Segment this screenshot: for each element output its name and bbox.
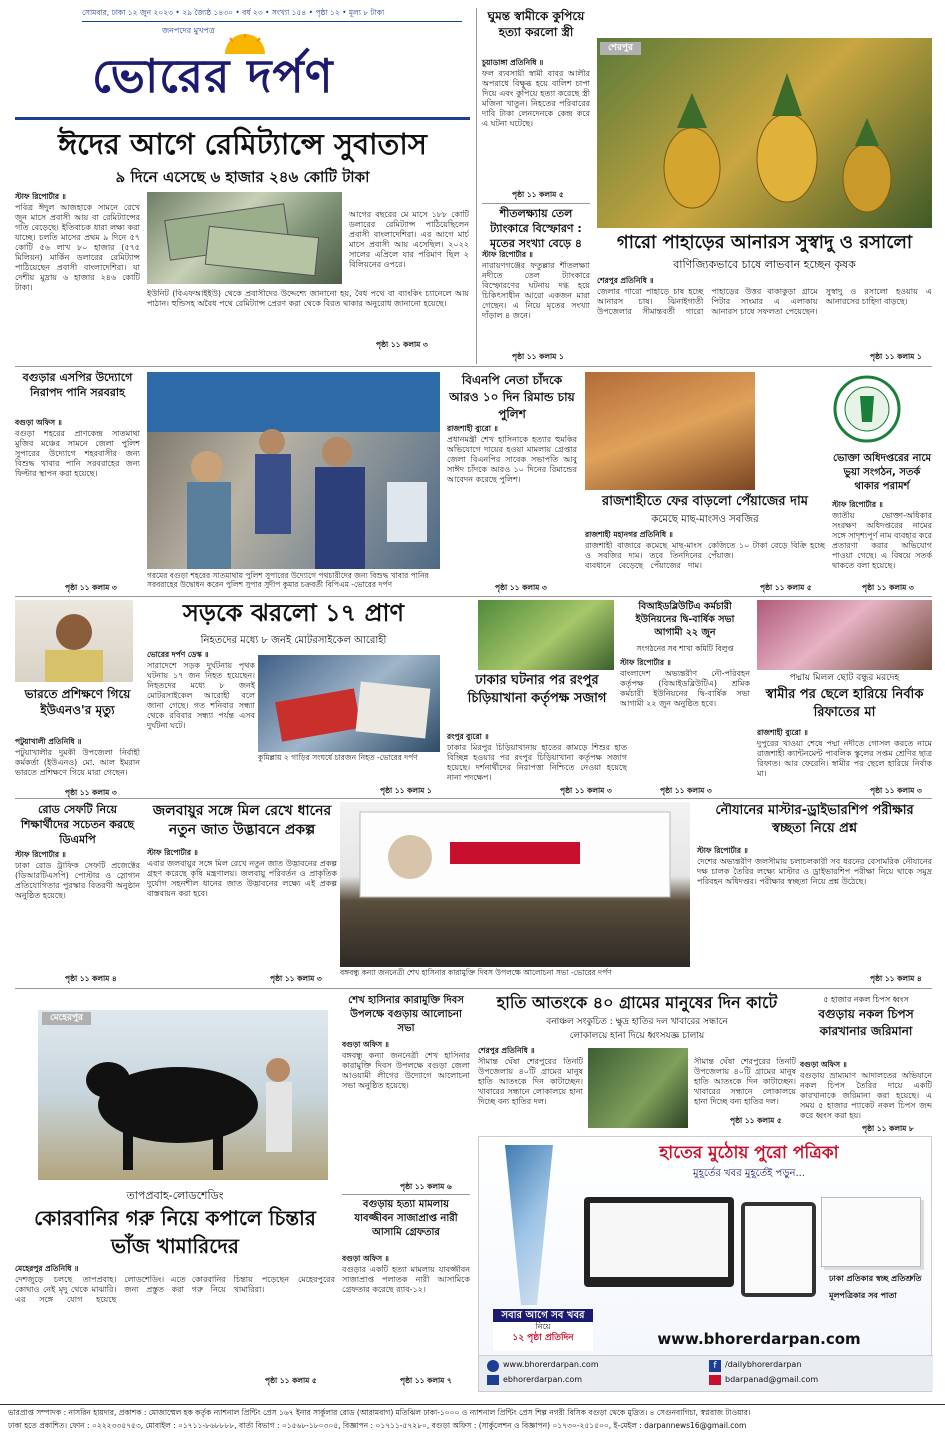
naval-byline: স্টাফ রিপোর্টার ॥ <box>697 846 748 855</box>
elephant-byline: শেরপুর প্রতিনিধি ॥ <box>478 1046 535 1055</box>
onion-photo <box>585 372 755 490</box>
cow-headline: কোরবানির গরু নিয়ে কপালে চিন্তার ভাঁজ খামারিদের <box>34 1206 316 1258</box>
bwdb-jump: পৃষ্ঠা ১১ কলাম ৩ <box>660 786 712 795</box>
bwdb-byline: স্টাফ রিপোর্টার ॥ <box>620 658 671 667</box>
murder-byline: বগুড়া অফিস ॥ <box>342 1254 389 1263</box>
ad-tag-3: ১২ পৃষ্ঠা প্রতিদিন <box>512 1333 574 1343</box>
bnp-headline: বিএনপি নেতা চাঁদকে আরও ১০ দিন রিমান্ড চায় পুলিশ <box>449 373 575 421</box>
bwdb-headline: বিআইডব্লিউটিএ কর্মচারী ইউনিয়নের দ্বি-বার্ষিক সভা আগামী ২২ জুন <box>635 601 735 638</box>
story1-text: ফল ব্যবসায়ী স্বামী বাবর আলীর অপরাধে বিক্ষুব্ধ হয়ে বালিশ চাপা দিয়ে এবং কুপিয়ে হত্যা করেছে স্ত্রী মজিনা খাতুন। নিহতের পরিবারের দাবি টাকা লেনদেনকে কেন্দ্র করে এ ঘটনা ঘটেছে। <box>482 69 590 128</box>
ad-laptop <box>584 1197 734 1287</box>
sabha-photo <box>340 802 690 967</box>
lead-col3: ইউনিট (বিএফআইইউ) থেকে প্রবাসীদের উদ্দেশ্যে জানানো হয়, বৈধ পথে বা ব্যাংকিং চ্যানেলে আয় পাঠান। হুন্ডিসহ অবৈধ পথে রেমিট্যান্স প্রেরণ করা থেকে বিরত থাকার অনুরোধ জানানো হয়েছে। <box>147 289 469 308</box>
ad-bullet-1: ঢাকা প্রতিকার স্বচ্ছ প্রতিশ্রুতি <box>829 1274 922 1283</box>
pine-headline: গারো পাহাড়ের আনারস সুস্বাদু ও রসালো <box>616 232 913 253</box>
accident-photo <box>258 655 440 752</box>
onion-headline: রাজশাহীতে ফের বাড়লো পেঁয়াজের দাম <box>602 494 808 509</box>
road-subhead: নিহতদের মধ্যে ৮ জনই মোটরসাইকেল আরোহী <box>200 635 387 646</box>
murder-headline: বগুড়ায় হত্যা মামলায় যাবজ্জীবন সাজাপ্রাপ্ত নারী আসামি গ্রেফতার <box>354 1199 458 1238</box>
lead-col1: পবিত্র ঈদুল আজহাকে সামনে রেখে জুন মাসে প্রবাসী আয় বা রেমিট্যান্সের গতি বেড়েছে। ইতিবাচক ধারা লক্ষ্য করা যাচ্ছে। চলতি মাসের প্রথম ৯ দিনে ৫৭ কোটি ৫৬ লাখ ৮০ হাজার (৫৭৫ মিলিয়ন) মার্কিন ডলারের রেমিট্যান্স পাঠিয়েছেন প্রবাসী বাংলাদেশিরা। যা দেশীয় মুদ্রায় ৬ হাজার ২৪৬ কোটি টাকা। <box>15 203 140 292</box>
onion-text: রাজশাহী বাজারে কমেছে মাছ-মাংস ও সবজির দাম। তবে তিনদিনের ব্যবধানে বেড়েছে পেঁয়াজের দাম। কেজিতে ১০ টাকা বেড়ে বিক্রি হচ্ছে পেঁয়াজ। <box>585 541 825 570</box>
bnp-jump: পৃষ্ঠা ১১ কলাম ৩ <box>495 583 547 592</box>
elephant-subhead1: বনাঞ্চল সংকুচিত : ক্ষুদ্র হাতির দল খাবারের সন্ধানে <box>546 1017 728 1027</box>
water-photo <box>147 372 440 569</box>
cow-kicker: তাপপ্রবাহ-লোডশেডিং <box>126 1189 224 1202</box>
elephant-text-a: সীমান্ত ঘেঁষা শেরপুরের তিনটি উপজেলায় ৪০টি গ্রামের মানুষ হাতি আতংকে দিন কাটাচ্ছেন। খাবারের সন্ধানে লোকালয়ে হানা দিচ্ছে বন্য হাতির দল। <box>478 1057 583 1106</box>
dateline: সোমবার, ঢাকা ১২ জুন ২০২৩ • ২৯ জ্যৈষ্ঠ ১৪৩০ • বর্ষ ২৩ • সংখ্যা ১৫৪ • পৃষ্ঠা ১২ • মূল্য ৮ টাকা <box>82 8 385 17</box>
rice-byline: স্টাফ রিপোর্টার ॥ <box>147 848 198 857</box>
facebook-icon: f <box>709 1360 721 1372</box>
safety-headline: রোড সেফটি নিয়ে শিক্ষার্থীদের সচেতন করছে ডিএমপি <box>20 803 135 846</box>
sabha-caption: বঙ্গবন্ধু কন্যা জননেত্রী শেখ হাসিনার কারামুক্তি দিবস উপলক্ষে আলোচনা সভা -ভোরের দর্পণ <box>340 968 612 977</box>
road-byline: ভোরের দর্পণ ডেস্ক ॥ <box>147 650 209 659</box>
uno-byline: পটুয়াখালী প্রতিনিধি ॥ <box>15 737 82 746</box>
tagline: জনপদের মুখপত্র <box>162 26 215 35</box>
dateline-bar <box>82 8 462 22</box>
road-text: সারাদেশে সড়ক দুর্ঘটনায় পৃথক ঘটনায় ১৭ জন নিহত হয়েছেন। নিহতদের মধ্যে ৮ জনই মোটরসাইকেল আরোহী বলে জানা গেছে। গত শনিবার সন্ধ্যা থেকে রবিবার সন্ধ্যা পর্যন্ত এসব দুর্ঘটনা ঘটে। <box>147 661 255 730</box>
ad-paper-cone <box>489 1145 569 1305</box>
cow-badge: মেহেরপুর <box>42 1012 91 1025</box>
bnp-text: প্রধানমন্ত্রী শেখ হাসিনাকে হত্যার হুমকির অভিযোগে দায়ের হওয়া মামলায় গ্রেপ্তার জেলা বিএনপির সাবেক সভাপতি আবু সাঈদ চাঁদকে আরও ১০ দিনের রিমান্ডের আবেদন করেছে পুলিশ। <box>447 435 577 484</box>
rice-headline: জলবায়ুর সঙ্গে মিল রেখে ধানের নতুন জাত উদ্ভাবনে প্রকল্প <box>152 803 332 838</box>
footer-line2: ঢাকা হতে প্রকাশিত। ফোন : ০২২২৩৩৫৭৫৩, মোবাইল : ০১৭১১-৮৬৮৮৮৮, বার্তা বিভাগ : ০১৫৬৮-১৮০৩০৫, বিজ্ঞাপন : ০১৭১১-৫৭২৮০, বগুড়া অফিস : (সার্কুলেশন ও বিজ্ঞাপন) ০১৭৩০-২৫১৫০০, ই-মেইল : darpannews16@gmail.com <box>8 1421 747 1430</box>
bogura-byline: বগুড়া অফিস ॥ <box>15 418 62 427</box>
naval-jump: পৃষ্ঠা ১১ কলাম ৪ <box>870 974 922 983</box>
ad-web[interactable]: www.bhorerdarpan.com <box>503 1360 599 1369</box>
cow-jump: পৃষ্ঠা ১১ কলাম ৫ <box>265 1376 317 1385</box>
rice-text: এবার জলবায়ুর সঙ্গে মিল রেখে নতুন জাত উদ্ভাবনের প্রকল্প গ্রহণ করেছে কৃষি মন্ত্রণালয়। জলবায়ু পরিবর্তন ও প্রাকৃতিক দুর্যোগ সহনশীল ধানের জাত উদ্ভাবনের লক্ষ্যে এই প্রকল্প বাস্তবায়ন করা হবে। <box>147 859 337 898</box>
gmail-icon <box>709 1375 721 1385</box>
mother-headline: স্বামীর পর ছেলে হারিয়ে নির্বাক রিফাতের মা <box>765 687 924 720</box>
safety-jump: পৃষ্ঠা ১১ কলাম ৪ <box>65 974 117 983</box>
elephant-subhead2: লোকালয়ে হানা দিয়ে ধ্বংসযজ্ঞ চালায় <box>569 1031 705 1041</box>
lead-col2: আগের বছরের মে মাসে ১৮৮ কোটি ডলারের রেমিট্যান্স পাঠিয়েছিলেন প্রবাসী বাংলাদেশিরা। এর আগে মার্চ মাসে প্রবাসী আয় এসেছিল। ২০২২ সালের এপ্রিলে যার পরিমাণ ছিল ২ বিলিয়নের ওপরে। <box>349 210 469 269</box>
uno-jump: পৃষ্ঠা ১১ কলাম ৩ <box>65 788 117 797</box>
footer-line1: ভারপ্রাপ্ত সম্পাদক : নাসরিন হায়দার, প্রকাশক : মোজাম্মেল হক কর্তৃক ন্যাশনাল প্রিন্টিং প্রেস ১৬৭ ইনার সার্কুলার রোড (আরামবাগ) মতিঝিল ঢাকা-১০০০ ও ন্যাশনাল প্রিন্টিং প্রেস শিল্প নগরী বিসিক বগুড়া থেকে মুদ্রিত। ৪ সেগুনবাগিচা, স্বপ্নরাজ টাওয়ার। <box>8 1408 751 1417</box>
mother-text: দুপুরের খাওয়া শেষে পদ্মা নদীতে গোসল করতে নামে রাজশাহী ক্যান্টনমেন্ট পাবলিক স্কুলের সপ্তম শ্রেণির ছাত্র রিফাত। আর ফেরেনি। স্বামীর পর ছেলে হারিয়ে নির্বাক মা। <box>757 739 932 778</box>
zoo-headline: ঢাকার ঘটনার পর রংপুর চিড়িয়াখানা কর্তৃপক্ষ সজাগ <box>467 673 607 706</box>
story2-text: নারায়ণগঞ্জের ফতুল্লার শীতলক্ষ্যা নদীতে তেল ট্যাংকারে বিস্ফোরণের ঘটনায় দগ্ধ হয়ে চিকিৎসাধীন আরো একজন মারা গেছেন। এ নিয়ে মৃতের সংখ্যা দাঁড়াল ৪ জনে। <box>482 261 590 320</box>
column-divider <box>476 8 477 364</box>
ad-email[interactable]: ebhorerdarpan.com <box>503 1375 583 1384</box>
ad-newspaper-stack <box>821 1197 921 1267</box>
story1-headline: ঘুমন্ত স্বামীকে কুপিয়ে হত্যা করলো স্ত্রী <box>487 9 585 39</box>
chips-headline: বগুড়ায় নকল চিপস কারখানার জরিমানা <box>818 1007 914 1038</box>
consumer-jump: পৃষ্ঠা ১১ কলাম ৩ <box>862 583 914 592</box>
story2-byline: স্টাফ রিপোর্টার ॥ <box>482 250 533 259</box>
consumer-text: জাতীয় ভোক্তা-অধিকার সংরক্ষণ অধিদপ্তরের নামের সঙ্গে সাদৃশ্যপূর্ণ নাম ব্যবহার করে প্রতারণা করার অভিযোগ পাওয়া গেছে। এ বিষয়ে সতর্ক থাকতে বলা হয়েছে। <box>832 511 932 570</box>
bogura-text: বগুড়া শহরের প্রাণকেন্দ্র সাতমাথা মুজিব মঞ্চের সামনে জেলা পুলিশ সুপারের উদ্যোগে শহরবাসীর জন্য বিশুদ্ধ খাবার পানি সরবরাহের জন্য ফিল্টার স্থাপন করা হয়েছে। <box>15 429 140 478</box>
ad-tag-box <box>493 1309 593 1351</box>
bnp-byline: রাজশাহী ব্যুরো ॥ <box>447 424 498 433</box>
zoo-byline: রংপুর ব্যুরো ॥ <box>447 732 489 741</box>
mother-jump: পৃষ্ঠা ১১ কলাম ৩ <box>870 786 922 795</box>
chips-kicker: ৫ হাজার নকল চিপস ধ্বংস <box>823 995 909 1004</box>
masthead-title: ভোরের দর্পণ <box>92 49 334 103</box>
globe-icon <box>487 1360 499 1372</box>
story2-headline: শীতলক্ষ্যায় তেল ট্যাংকারে বিস্ফোরণ : মৃতের সংখ্যা বেড়ে ৪ <box>490 207 582 250</box>
chips-byline: বগুড়া অফিস ॥ <box>800 1060 847 1069</box>
ad-fb[interactable]: /dailybhorerdarpan <box>725 1360 802 1369</box>
mother-kicker: পদ্মায় মিলল ছোট বন্ধুর মরদেহ <box>789 673 900 683</box>
consumer-logo-icon <box>832 374 902 444</box>
ad-tablet <box>741 1202 816 1297</box>
mother-photo <box>757 600 932 670</box>
cow-photo <box>38 1010 328 1180</box>
naval-headline: নৌযানের মাস্টার-ড্রাইভারশিপ পরীক্ষার স্বচ্ছতা নিয়ে প্রশ্ন <box>715 803 914 836</box>
road-jump: পৃষ্ঠা ১১ কলাম ১ <box>380 786 432 795</box>
road-headline: সড়কে ঝরলো ১৭ প্রাণ <box>183 599 404 627</box>
consumer-headline: ভোক্তা অধিদপ্তরের নামে ভুয়া সংগঠন, সতর্ক থাকার পরামর্শ <box>832 453 932 492</box>
onion-byline: রাজশাহী মহানগর প্রতিনিধি ॥ <box>585 530 673 539</box>
story1-jump: পৃষ্ঠা ১১ কলাম ৫ <box>512 190 564 199</box>
hasina-jump: পৃষ্ঠা ১১ কলাম ৬ <box>400 1182 452 1191</box>
ad-url[interactable]: www.bhorerdarpan.com <box>657 1330 861 1348</box>
chips-jump: পৃষ্ঠা ১১ কলাম ৮ <box>862 1124 914 1133</box>
accident-caption: কুমিল্লায় ২ গাড়ির সংঘর্ষে চারজন নিহত -ভোরের দর্পণ <box>258 753 418 762</box>
zoo-text: ঢাকার মিরপুর চিড়িয়াখানায় হাতের কামড়ে শিশুর হাত বিচ্ছিন্ন হওয়ার পর রংপুর চিড়িয়াখানা কর্তৃপক্ষ সজাগ হয়েছে। দর্শনার্থীদের নিরাপত্তা নিশ্চিতে নেওয়া হয়েছে নানা পদক্ষেপ। <box>447 743 627 782</box>
pine-byline: শেরপুর প্রতিনিধি ॥ <box>597 276 654 285</box>
onion-subhead: কমেছে মাছ-মাংসও সবজির <box>651 514 759 525</box>
epaper-ad[interactable] <box>478 1136 932 1392</box>
uno-headline: ভারতে প্রশিক্ষণে গিয়ে ইউএনও'র মৃত্যু <box>24 687 131 717</box>
money-photo <box>147 192 342 284</box>
mail-icon <box>487 1375 499 1385</box>
hasina-byline: বগুড়া অফিস ॥ <box>342 1040 389 1049</box>
ad-bullets <box>829 1273 929 1301</box>
water-caption: গরমের বগুড়া শহরের সাতমাথায় পুলিশ সুপারের উদ্যোগে পথচারীদের জন্য বিশুদ্ধ খাবার পানির সরবরাহের উদ্বোধন করেন পুলিশ সুপার সুদীপ কুমার চক্রবর্তী বিপিএম -ভোরের দর্পণ <box>147 571 429 589</box>
elephant-headline: হাতি আতংকে ৪০ গ্রামের মানুষের দিন কাটে <box>496 993 778 1012</box>
ad-bullet-2: মূলপত্রিকার সব পাতা <box>829 1291 897 1300</box>
hasina-headline: শেখ হাসিনার কারামুক্তি দিবস উপলক্ষে বগুড়ায় আলোচনা সভা <box>348 995 464 1034</box>
story1-byline: চুয়াডাঙ্গা প্রতিনিধি ॥ <box>482 58 544 67</box>
bogura-headline: বগুড়ার এসপির উদ্যোগে নিরাপদ পানি সরবরাহ <box>22 371 133 399</box>
ad-headline: হাতের মুঠোয় পুরো পত্রিকা <box>659 1143 839 1163</box>
naval-text: দেশের অভ্যন্তরীণ জলসীমায় চলাচলকারী সব ধরনের বেসামরিক নৌযানের দক্ষ চালক তৈরির লক্ষ্যে মাস্টার ও ড্রাইভারশিপ পরীক্ষা নিয়ে থাকে সমুদ্র পরিবহন অধিদপ্তর। পরীক্ষার স্বচ্ছতা নিয়ে প্রশ্ন উঠেছে। <box>697 857 932 886</box>
bwdb-text: বাংলাদেশ অভ্যন্তরীণ নৌ-পরিবহন কর্তৃপক্ষ (বিআইডব্লিউটিএ) শ্রমিক কর্মচারী ইউনিয়নের দ্বি-বার্ষিক সভা আগামী ২২ জুন অনুষ্ঠিত হবে। <box>620 669 750 708</box>
bwdb-subhead: সংগঠনের সব শাখা কমিটি বিলুপ্ত <box>636 644 734 653</box>
safety-byline: স্টাফ রিপোর্টার ॥ <box>15 850 66 859</box>
zoo-photo <box>478 600 614 670</box>
murder-jump: পৃষ্ঠা ১১ কলাম ৭ <box>400 1376 452 1385</box>
lead-subhead: ৯ দিনে এসেছে ৬ হাজার ২৪৬ কোটি টাকা <box>115 168 370 186</box>
chips-text: বগুড়ায় ভ্রাম্যমাণ আদালতের অভিযানে নকল চিপস তৈরির দায়ে একটি কারখানাকে জরিমানা করা হয়েছে। এ সময় ৫ হাজার প্যাকেট নকল চিপস জব্দ করে ধ্বংস করা হয়। <box>800 1071 932 1120</box>
ad-subhead: মুহূর্তের খবর মুহূর্তেই পড়ুন... <box>693 1168 805 1179</box>
bogura-jump: পৃষ্ঠা ১১ কলাম ৩ <box>65 583 117 592</box>
pineapple-photo <box>597 38 932 228</box>
pine-subhead: বাণিজ্যিকভাবে চাষে লাভবান হচ্ছেন কৃষক <box>673 258 856 271</box>
masthead-underline <box>15 117 470 120</box>
elephant-photo <box>588 1048 688 1128</box>
zoo-jump: পৃষ্ঠা ১১ কলাম ৩ <box>560 786 612 795</box>
cow-byline: মেহেরপুর প্রতিনিধি ॥ <box>15 1264 79 1273</box>
lead-byline: স্টাফ রিপোর্টার ॥ <box>15 192 66 201</box>
onion-jump: পৃষ্ঠা ১১ কলাম ৫ <box>760 583 812 592</box>
safety-text: ঢাকা রোড ট্রাফিক সেফটি প্রজেক্টের (ডিআরটিএসপি) পোস্টার ও স্লোগান প্রতিযোগিতার পুরস্কার বিতরণী অনুষ্ঠান অনুষ্ঠিত হয়েছে। <box>15 861 140 900</box>
pine-badge: শেরপুর <box>600 42 641 55</box>
story2-jump: পৃষ্ঠা ১১ কলাম ১ <box>512 352 564 361</box>
lead-headline: ঈদের আগে রেমিট্যান্সে সুবাতাস <box>58 127 427 161</box>
pine-jump: পৃষ্ঠা ১১ কলাম ১ <box>870 352 922 361</box>
uno-text: পটুয়াখালীর দুমকী উপজেলা নির্বাহী কর্মকর্তা (ইউএনও) মো. আল ইমরান ভারতে প্রশিক্ষণে গিয়ে মারা গেছেন। <box>15 748 140 777</box>
hasina-text: বঙ্গবন্ধু কন্যা জননেত্রী শেখ হাসিনার কারামুক্তি দিবস উপলক্ষে বগুড়া জেলা আওয়ামী লীগের উদ্যোগে আলোচনা সভা অনুষ্ঠিত হয়েছে। <box>342 1051 470 1090</box>
ad-gmail[interactable]: bdarpanad@gmail.com <box>725 1375 819 1384</box>
ad-tag-2: নিয়ে <box>535 1322 551 1331</box>
cow-text: দেশজুড়ে চলছে তাপপ্রবাহ। কোথাও নেই মৃদু থেকে মাঝারি। এর সঙ্গে যোগ হয়েছে লোডশেডিং। এতে কোরবানির জন্য প্রস্তুত করা গরু নিয়ে চিন্তায় পড়েছেন মেহেরপুরের খামারিরা। <box>15 1275 335 1304</box>
uno-photo <box>15 600 133 682</box>
rice-jump: পৃষ্ঠা ১১ কলাম ৩ <box>270 974 322 983</box>
ad-links-bar <box>479 1355 933 1391</box>
pine-text: জেলার গারো পাহাড়ে চাষ হচ্ছে আনারস চাষ। ঝিনাইগাতী উপজেলার সীমান্তবর্তী গারো পাহাড়ের উত্তর বাকাকুড়া গ্রামে পিটার সাংমার এ এলাকায় আনারস চাষে সফলতা পেয়েছেন। সুস্বাদু ও রসালো হওয়ায় এ আনারসের চাহিদা বাড়ছে। <box>597 287 932 316</box>
mother-byline: রাজশাহী ব্যুরো ॥ <box>757 728 808 737</box>
ad-tag-1: সবার আগে সব খবর <box>493 1309 593 1322</box>
murder-text: বগুড়ার একটি হত্যা মামলায় যাবজ্জীবন সাজাপ্রাপ্ত পলাতক নারী আসামিকে গ্রেফতার করেছে র‍্যাব-১২। <box>342 1265 470 1294</box>
elephant-jump: পৃষ্ঠা ১১ কলাম ৫ <box>730 1116 782 1125</box>
elephant-text-b: সীমান্ত ঘেঁষা শেরপুরের তিনটি উপজেলায় ৪০টি গ্রামের মানুষ হাতি আতংকে দিন কাটাচ্ছেন। খাবারের সন্ধানে লোকালয়ে হানা দিচ্ছে বন্য হাতির দল। <box>694 1057 796 1106</box>
lead-jump: পৃষ্ঠা ১১ কলাম ৩ <box>376 340 428 349</box>
consumer-byline: স্টাফ রিপোর্টার ॥ <box>832 500 883 509</box>
